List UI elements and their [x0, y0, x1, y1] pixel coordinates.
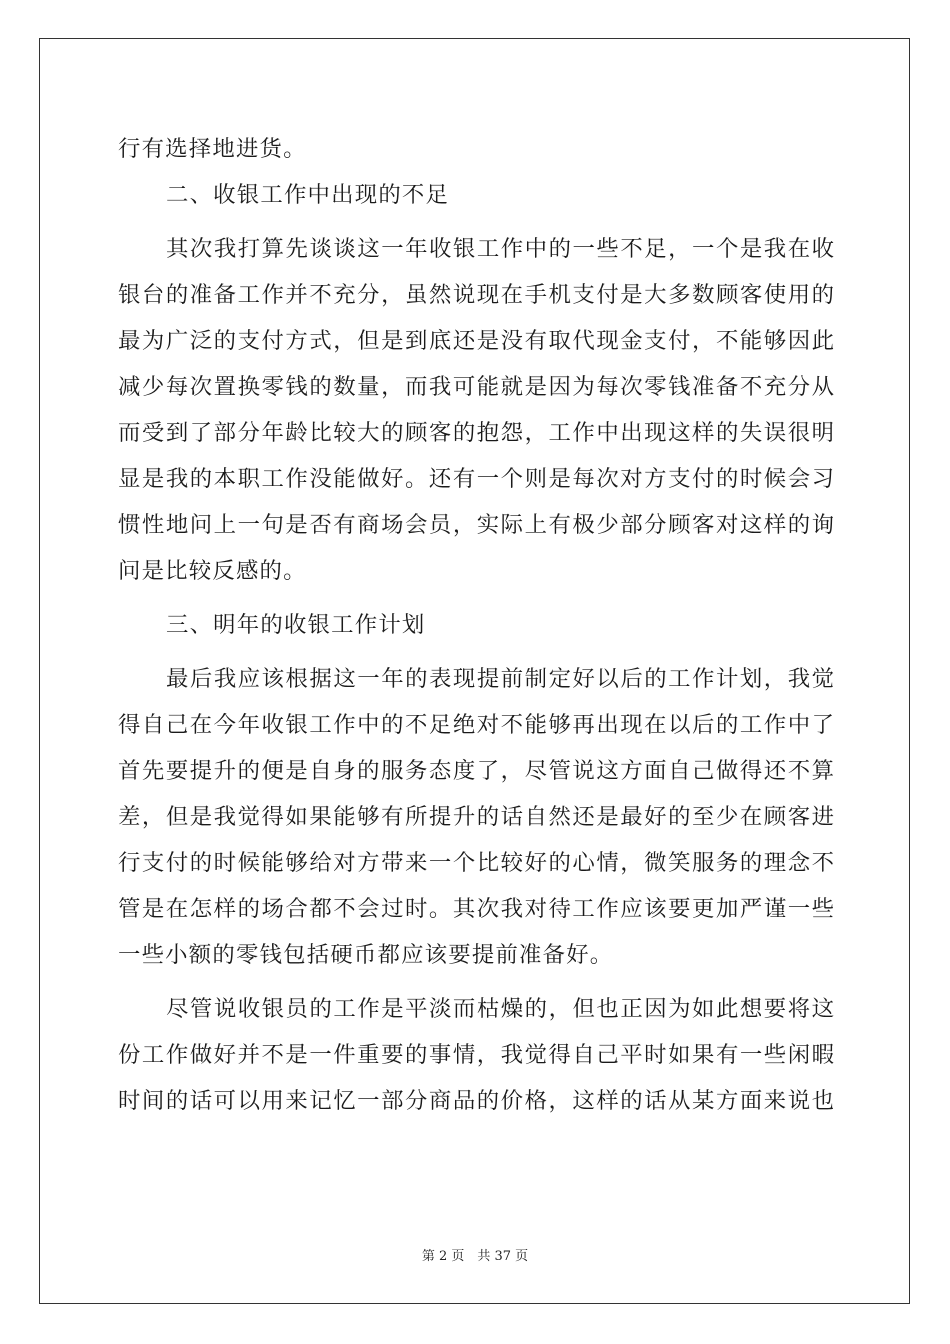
paragraph-line: 银台的准备工作并不充分，虽然说现在手机支付是大多数顾客使用的 [118, 282, 834, 308]
paragraph-line: 时间的话可以用来记忆一部分商品的价格，这样的话从某方面来说也 [118, 1088, 834, 1114]
page-number-label: 第 2 页 共 37 页 [421, 1249, 529, 1264]
section-heading: 三、明年的收银工作计划 [166, 612, 426, 638]
section-heading: 二、收银工作中出现的不足 [166, 182, 450, 208]
paragraph-line: 其次我打算先谈谈这一年收银工作中的一些不足，一个是我在收 [166, 236, 834, 262]
paragraph-line: 得自己在今年收银工作中的不足绝对不能够再出现在以后的工作中了 [118, 712, 834, 738]
paragraph-line: 行有选择地进货。 [118, 136, 307, 162]
paragraph-line: 而受到了部分年龄比较大的顾客的抱怨，工作中出现这样的失误很明 [118, 420, 834, 446]
paragraph-line: 管是在怎样的场合都不会过时。其次我对待工作应该要更加严谨一些 [118, 896, 834, 922]
paragraph-line: 份工作做好并不是一件重要的事情，我觉得自己平时如果有一些闲暇 [118, 1042, 834, 1068]
paragraph-line: 问是比较反感的。 [118, 558, 307, 584]
paragraph-line: 首先要提升的便是自身的服务态度了，尽管说这方面自己做得还不算 [118, 758, 834, 784]
paragraph-line: 显是我的本职工作没能做好。还有一个则是每次对方支付的时候会习 [118, 466, 834, 492]
page-footer [0, 1245, 950, 1264]
paragraph-line: 最为广泛的支付方式，但是到底还是没有取代现金支付，不能够因此 [118, 328, 834, 354]
paragraph-line: 行支付的时候能够给对方带来一个比较好的心情，微笑服务的理念不 [118, 850, 834, 876]
paragraph-line: 惯性地问上一句是否有商场会员，实际上有极少部分顾客对这样的询 [118, 512, 834, 538]
paragraph-line: 差，但是我觉得如果能够有所提升的话自然还是最好的至少在顾客进 [118, 804, 834, 830]
paragraph-line: 减少每次置换零钱的数量，而我可能就是因为每次零钱准备不充分从 [118, 374, 834, 400]
paragraph-line: 最后我应该根据这一年的表现提前制定好以后的工作计划，我觉 [166, 666, 834, 692]
paragraph-line: 一些小额的零钱包括硬币都应该要提前准备好。 [118, 942, 614, 968]
paragraph-line: 尽管说收银员的工作是平淡而枯燥的，但也正因为如此想要将这 [166, 996, 834, 1022]
